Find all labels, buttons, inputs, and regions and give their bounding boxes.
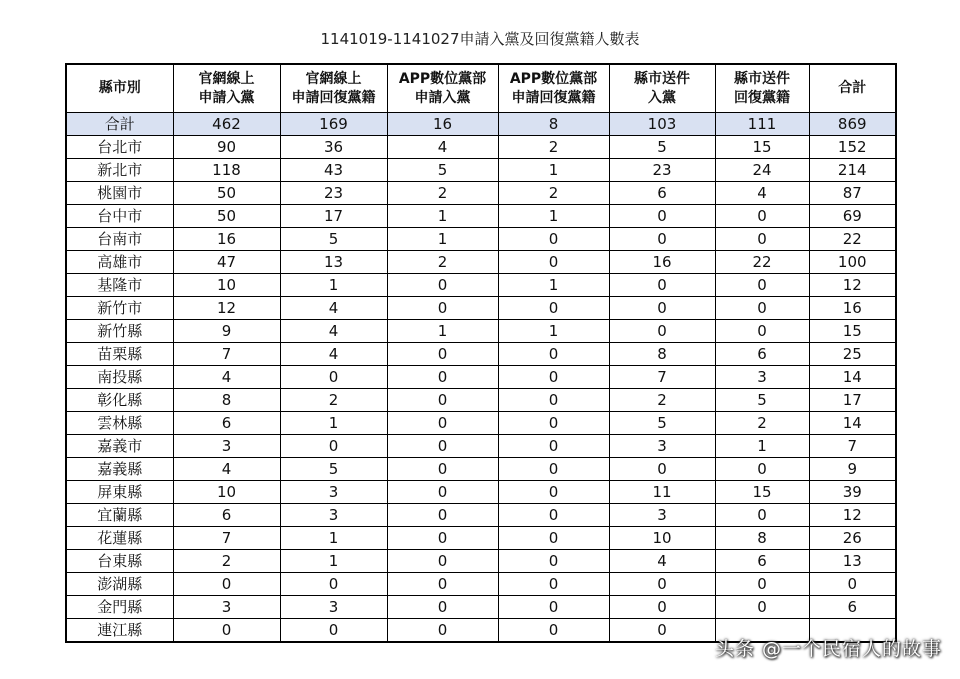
count-cell: 0 — [715, 573, 809, 596]
count-cell: 22 — [715, 251, 809, 274]
count-cell: 462 — [173, 113, 280, 136]
table-row — [66, 389, 896, 412]
header-cell-line: 回復黨籍 — [734, 89, 790, 106]
region-cell: 台北市 — [66, 136, 173, 159]
count-cell: 9 — [809, 458, 896, 481]
count-cell: 0 — [715, 205, 809, 228]
header-cell — [809, 64, 896, 113]
table-header — [66, 64, 896, 113]
count-cell: 1 — [387, 205, 498, 228]
count-cell: 1 — [498, 205, 609, 228]
region-cell: 花蓮縣 — [66, 527, 173, 550]
count-cell: 9 — [173, 320, 280, 343]
count-cell: 0 — [387, 504, 498, 527]
count-cell: 90 — [173, 136, 280, 159]
table-row — [66, 228, 896, 251]
count-cell: 2 — [387, 182, 498, 205]
count-cell: 2 — [609, 389, 715, 412]
count-cell: 0 — [387, 343, 498, 366]
header-cell-line: 申請回復黨籍 — [511, 89, 596, 106]
count-cell: 0 — [715, 504, 809, 527]
region-cell: 屏東縣 — [66, 481, 173, 504]
count-cell: 8 — [715, 527, 809, 550]
table-row — [66, 550, 896, 573]
count-cell: 13 — [809, 550, 896, 573]
count-cell: 8 — [173, 389, 280, 412]
table-row — [66, 297, 896, 320]
count-cell: 14 — [809, 412, 896, 435]
count-cell: 1 — [387, 228, 498, 251]
count-cell: 3 — [609, 435, 715, 458]
header-row — [66, 64, 896, 113]
count-cell: 0 — [498, 366, 609, 389]
region-cell: 雲林縣 — [66, 412, 173, 435]
table-row — [66, 481, 896, 504]
count-cell: 0 — [387, 481, 498, 504]
header-cell — [609, 64, 715, 113]
count-cell: 0 — [387, 297, 498, 320]
count-cell: 0 — [387, 274, 498, 297]
count-cell: 0 — [498, 504, 609, 527]
count-cell: 0 — [715, 458, 809, 481]
count-cell: 15 — [809, 320, 896, 343]
count-cell: 25 — [809, 343, 896, 366]
count-cell: 0 — [609, 458, 715, 481]
count-cell: 0 — [498, 573, 609, 596]
count-cell: 12 — [809, 504, 896, 527]
count-cell: 6 — [173, 504, 280, 527]
table-row — [66, 320, 896, 343]
count-cell: 3 — [173, 596, 280, 619]
count-cell: 13 — [280, 251, 387, 274]
count-cell: 0 — [498, 527, 609, 550]
count-cell: 87 — [809, 182, 896, 205]
count-cell: 47 — [173, 251, 280, 274]
count-cell: 0 — [609, 297, 715, 320]
count-cell: 14 — [809, 366, 896, 389]
count-cell: 0 — [498, 550, 609, 573]
count-cell: 4 — [609, 550, 715, 573]
count-cell: 4 — [280, 320, 387, 343]
count-cell: 0 — [609, 274, 715, 297]
count-cell: 50 — [173, 182, 280, 205]
count-cell: 6 — [715, 550, 809, 573]
count-cell: 12 — [173, 297, 280, 320]
region-cell: 連江縣 — [66, 619, 173, 643]
count-cell: 0 — [609, 205, 715, 228]
count-cell: 0 — [498, 481, 609, 504]
count-cell: 7 — [809, 435, 896, 458]
region-cell: 金門縣 — [66, 596, 173, 619]
header-cell — [280, 64, 387, 113]
count-cell: 0 — [498, 435, 609, 458]
count-cell: 11 — [609, 481, 715, 504]
count-cell: 1 — [498, 159, 609, 182]
count-cell: 26 — [809, 527, 896, 550]
table-body — [66, 113, 896, 643]
count-cell: 100 — [809, 251, 896, 274]
count-cell: 0 — [498, 297, 609, 320]
region-cell: 合計 — [66, 113, 173, 136]
count-cell: 0 — [387, 619, 498, 643]
count-cell: 15 — [715, 481, 809, 504]
count-cell: 214 — [809, 159, 896, 182]
count-cell: 0 — [387, 366, 498, 389]
count-cell: 1 — [387, 320, 498, 343]
count-cell: 12 — [809, 274, 896, 297]
table-row — [66, 458, 896, 481]
count-cell: 0 — [498, 412, 609, 435]
count-cell: 0 — [387, 596, 498, 619]
header-cell-line: APP數位黨部 — [398, 70, 487, 87]
count-cell: 0 — [387, 389, 498, 412]
count-cell: 17 — [280, 205, 387, 228]
count-cell: 0 — [609, 228, 715, 251]
count-cell: 3 — [280, 504, 387, 527]
table-row — [66, 136, 896, 159]
table-row — [66, 527, 896, 550]
count-cell: 0 — [387, 550, 498, 573]
count-cell: 0 — [280, 573, 387, 596]
region-cell: 嘉義縣 — [66, 458, 173, 481]
count-cell: 2 — [498, 136, 609, 159]
count-cell: 5 — [715, 389, 809, 412]
count-cell: 7 — [173, 527, 280, 550]
count-cell: 0 — [715, 596, 809, 619]
count-cell: 2 — [498, 182, 609, 205]
count-cell: 4 — [280, 343, 387, 366]
header-cell — [387, 64, 498, 113]
count-cell: 0 — [280, 619, 387, 643]
count-cell: 22 — [809, 228, 896, 251]
count-cell: 2 — [280, 389, 387, 412]
count-cell: 0 — [173, 573, 280, 596]
count-cell: 0 — [498, 458, 609, 481]
table-row — [66, 366, 896, 389]
count-cell: 6 — [715, 343, 809, 366]
header-cell-line: 申請入黨 — [414, 89, 471, 106]
count-cell: 0 — [715, 228, 809, 251]
count-cell: 69 — [809, 205, 896, 228]
count-cell: 0 — [387, 412, 498, 435]
count-cell: 0 — [609, 573, 715, 596]
header-cell — [498, 64, 609, 113]
count-cell: 15 — [715, 136, 809, 159]
count-cell: 10 — [609, 527, 715, 550]
count-cell: 0 — [498, 228, 609, 251]
count-cell: 2 — [715, 412, 809, 435]
count-cell: 1 — [280, 274, 387, 297]
count-cell: 23 — [280, 182, 387, 205]
count-cell: 0 — [387, 458, 498, 481]
region-cell: 新北市 — [66, 159, 173, 182]
header-cell-line: 縣市送件 — [634, 70, 690, 87]
count-cell: 5 — [280, 458, 387, 481]
count-cell: 24 — [715, 159, 809, 182]
region-cell: 嘉義市 — [66, 435, 173, 458]
count-cell: 6 — [609, 182, 715, 205]
region-cell: 新竹市 — [66, 297, 173, 320]
table-row — [66, 412, 896, 435]
count-cell: 16 — [387, 113, 498, 136]
count-cell: 0 — [715, 320, 809, 343]
count-cell: 16 — [173, 228, 280, 251]
count-cell: 0 — [498, 619, 609, 643]
count-cell: 152 — [809, 136, 896, 159]
total-row — [66, 113, 896, 136]
count-cell: 6 — [173, 412, 280, 435]
table-title: 1141019-1141027申請入黨及回復黨籍人數表 — [320, 30, 640, 48]
count-cell: 0 — [609, 596, 715, 619]
count-cell: 5 — [387, 159, 498, 182]
count-cell: 16 — [809, 297, 896, 320]
count-cell: 0 — [715, 297, 809, 320]
region-cell: 台中市 — [66, 205, 173, 228]
count-cell: 36 — [280, 136, 387, 159]
table-row — [66, 504, 896, 527]
count-cell: 8 — [498, 113, 609, 136]
count-cell: 1 — [498, 274, 609, 297]
count-cell: 23 — [609, 159, 715, 182]
header-cell-line: APP數位黨部 — [509, 70, 598, 87]
count-cell: 1 — [280, 527, 387, 550]
region-cell: 苗栗縣 — [66, 343, 173, 366]
count-cell: 869 — [809, 113, 896, 136]
table-row — [66, 159, 896, 182]
table-row — [66, 205, 896, 228]
count-cell: 0 — [280, 366, 387, 389]
count-cell: 0 — [280, 435, 387, 458]
count-cell: 3 — [280, 596, 387, 619]
count-cell: 4 — [173, 458, 280, 481]
count-cell: 5 — [280, 228, 387, 251]
region-cell: 宜蘭縣 — [66, 504, 173, 527]
count-cell: 6 — [809, 596, 896, 619]
header-cell — [715, 64, 809, 113]
count-cell: 4 — [173, 366, 280, 389]
count-cell: 10 — [173, 274, 280, 297]
count-cell: 8 — [609, 343, 715, 366]
count-cell: 0 — [387, 435, 498, 458]
header-cell-line: 縣市別 — [98, 80, 141, 96]
count-cell: 103 — [609, 113, 715, 136]
header-cell — [173, 64, 280, 113]
region-cell: 南投縣 — [66, 366, 173, 389]
count-cell: 0 — [498, 389, 609, 412]
count-cell: 4 — [387, 136, 498, 159]
region-cell: 台南市 — [66, 228, 173, 251]
count-cell: 4 — [715, 182, 809, 205]
region-cell: 新竹縣 — [66, 320, 173, 343]
region-cell: 彰化縣 — [66, 389, 173, 412]
count-cell: 118 — [173, 159, 280, 182]
count-cell: 1 — [498, 320, 609, 343]
member-count-table — [65, 63, 897, 643]
count-cell: 5 — [609, 412, 715, 435]
count-cell: 7 — [173, 343, 280, 366]
count-cell: 0 — [498, 343, 609, 366]
count-cell: 0 — [715, 274, 809, 297]
count-cell: 169 — [280, 113, 387, 136]
region-cell: 基隆市 — [66, 274, 173, 297]
header-cell-line: 縣市送件 — [734, 70, 790, 87]
table-row — [66, 343, 896, 366]
count-cell: 3 — [715, 366, 809, 389]
count-cell: 5 — [609, 136, 715, 159]
count-cell: 1 — [280, 550, 387, 573]
count-cell: 7 — [609, 366, 715, 389]
count-cell: 0 — [387, 527, 498, 550]
region-cell: 高雄市 — [66, 251, 173, 274]
count-cell: 0 — [173, 619, 280, 643]
count-cell: 0 — [809, 573, 896, 596]
count-cell: 0 — [609, 320, 715, 343]
header-cell-line: 申請入黨 — [198, 89, 255, 106]
count-cell: 16 — [609, 251, 715, 274]
table-row — [66, 435, 896, 458]
count-cell: 1 — [280, 412, 387, 435]
header-cell-line: 入黨 — [648, 89, 676, 106]
header-cell-line: 合計 — [838, 80, 867, 96]
count-cell: 3 — [280, 481, 387, 504]
count-cell: 10 — [173, 481, 280, 504]
count-cell: 0 — [387, 573, 498, 596]
header-cell-line: 官網線上 — [198, 70, 255, 87]
count-cell: 0 — [498, 596, 609, 619]
count-cell: 3 — [173, 435, 280, 458]
header-cell-line: 申請回復黨籍 — [291, 89, 376, 106]
count-cell: 0 — [498, 251, 609, 274]
table-row — [66, 251, 896, 274]
count-cell: 39 — [809, 481, 896, 504]
count-cell: 2 — [387, 251, 498, 274]
count-cell: 2 — [173, 550, 280, 573]
table-row — [66, 182, 896, 205]
region-cell: 澎湖縣 — [66, 573, 173, 596]
header-cell-line: 官網線上 — [305, 70, 362, 87]
count-cell: 0 — [609, 619, 715, 643]
count-cell: 1 — [715, 435, 809, 458]
region-cell: 桃園市 — [66, 182, 173, 205]
region-cell: 台東縣 — [66, 550, 173, 573]
table-row — [66, 573, 896, 596]
count-cell: 43 — [280, 159, 387, 182]
count-cell: 4 — [280, 297, 387, 320]
count-cell: 111 — [715, 113, 809, 136]
count-cell: 17 — [809, 389, 896, 412]
header-cell — [66, 64, 173, 113]
table-row — [66, 274, 896, 297]
watermark: 头条 @一个民宿人的故事 — [714, 638, 942, 660]
table-row — [66, 596, 896, 619]
count-cell: 3 — [609, 504, 715, 527]
count-cell: 50 — [173, 205, 280, 228]
